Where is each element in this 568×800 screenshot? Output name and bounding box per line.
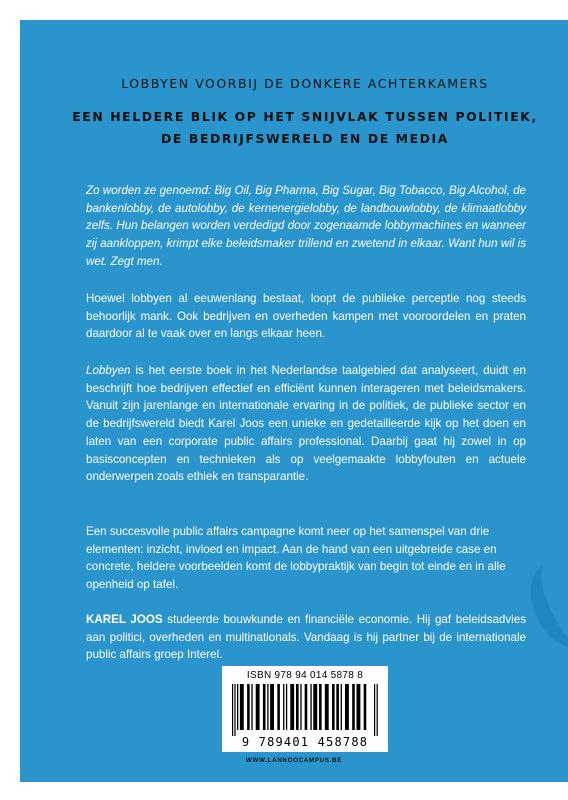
- paragraph-campaign: Een succesvolle public affairs campagne komt neer op het samenspel van drie elementen: inzicht, invloed en impact. Aan de hand van een uitgebreide case en concrete, heldere voorbeelden komt de lobbypraktijk van begin tot einde en in alle openheid op tafel.: [86, 525, 506, 592]
- book-title-inline: Lobbyen: [86, 364, 131, 377]
- isbn-barcode: [222, 666, 388, 752]
- barcode-bar: [234, 684, 235, 736]
- barcode-bar: [240, 684, 244, 730]
- book-back-cover: [20, 20, 568, 782]
- barcode-bar: [251, 684, 252, 730]
- barcode-bar: [356, 684, 360, 730]
- barcode-bar: [263, 684, 266, 730]
- author-name: KAREL JOOS: [86, 613, 163, 626]
- barcode-bar: [319, 684, 322, 730]
- book-description-text: is het eerste boek in het Nederlandse taalgebied dat analyseert, duidt en beschrijft hoe bedrijven effectief en efficiënt kunnen interageren met beleidsmakers. Vanuit zijn jarenlange en internationale ervaring in de politiek, de publieke sector en de bedrijfswereld biedt Karel Joos een unieke en gedetailleerde kijk op het doen en laten van een corporate public affairs professional. Daarbij gaat hij zowel in op basisconcepten en technieken als op veelgemaakte lobbyfouten en actuele onderwerpen zoals ethiek en transparantie.: [86, 364, 526, 484]
- barcode-bar: [325, 684, 329, 730]
- barcode-digits: 9 789401 458788: [241, 735, 369, 749]
- barcode-bar: [267, 684, 268, 730]
- barcode-bar: [374, 684, 375, 736]
- barcode-bar: [310, 684, 311, 730]
- barcode-bar: [296, 684, 299, 730]
- barcode-bar: [336, 684, 339, 730]
- barcode-bar: [256, 684, 260, 730]
- barcode-bar: [377, 684, 378, 736]
- barcode-bar: [237, 684, 238, 730]
- barcode-bar: [270, 684, 274, 730]
- barcode-bar: [286, 684, 287, 730]
- barcode-bar: [341, 684, 342, 730]
- barcode-bar: [332, 684, 335, 730]
- barcode-bar: [290, 684, 294, 730]
- barcode-bars: [232, 684, 378, 736]
- barcode-bar: [283, 684, 284, 730]
- barcode-bar: [300, 684, 301, 730]
- intro-paragraph: Zo worden ze genoemd: Big Oil, Big Pharma, Big Sugar, Big Tobacco, Big Alcohol, de bankenlobby, de autolobby, de kernenergielobby, de landbouwlobby, de klimaatlobby zelfs. Hun belangen worden verdedigd door zogenaamde lobbymachines en wanneer zij aankloppen, krimpt elke beleidsmaker trillend en zwetend in elkaar. Want hun wil is wet. Zegt men.: [86, 184, 526, 268]
- barcode-bar: [352, 684, 355, 730]
- heading-line-1: LOBBYEN VOORBIJ DE DONKERE ACHTERKAMERS: [121, 76, 489, 91]
- barcode-bar: [247, 684, 250, 730]
- author-bio-text: studeerde bouwkunde en financiële economie. Hij gaf beleidsadvies aan politici, overheden en multinationals. Vandaag is hij partner bij de internationale public affairs groep Interel.: [86, 613, 527, 662]
- isbn-number: ISBN 978 94 014 5878 8: [246, 670, 364, 681]
- publisher-website: WWW.LANNOOCAMPUS.BE: [245, 757, 343, 764]
- heading-line-2: EEN HELDERE BLIK OP HET SNIJVLAK TUSSEN POLITIEK, DE BEDRIJFSWERELD EN DE MEDIA: [72, 109, 538, 146]
- barcode-bar: [313, 684, 317, 730]
- barcode-bar: [345, 684, 349, 730]
- paragraph-book-description: [86, 362, 526, 486]
- paragraph-perception: Hoewel lobbyen al eeuwenlang bestaat, loopt de publieke perceptie nog steeds behoorlijk mank. Ook bedrijven en overheden kampen met vooroordelen en praten daardoor al te vaak over en langs elkaar heen.: [86, 292, 526, 341]
- barcode-bar: [305, 684, 308, 730]
- paragraph-author-bio: [86, 611, 526, 664]
- barcode-bar: [364, 684, 367, 730]
- barcode-bar: [277, 684, 280, 730]
- barcode-bar: [232, 684, 233, 736]
